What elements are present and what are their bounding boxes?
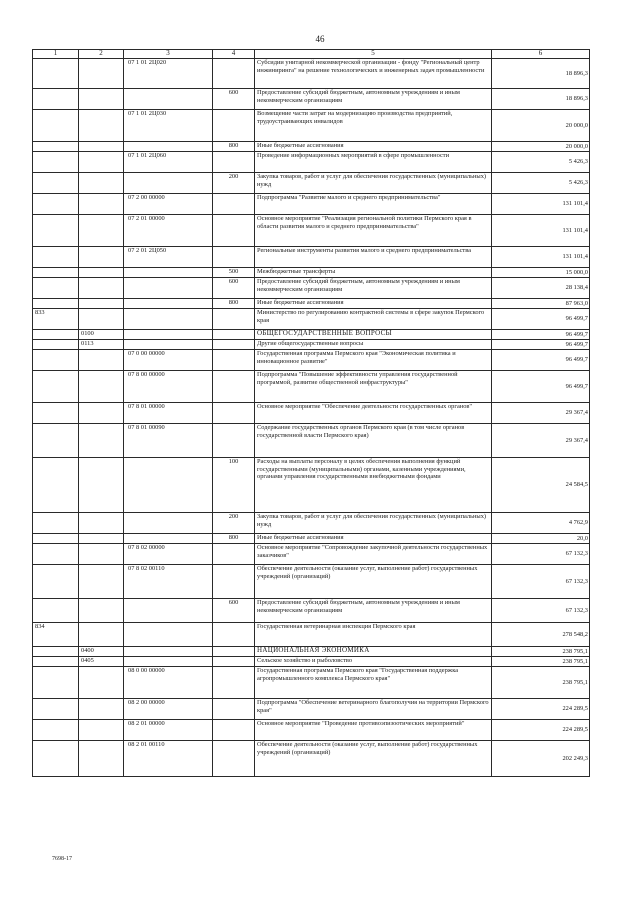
amount-cell: 5 426,3 [492,173,590,194]
code-expense-cell [213,194,255,215]
table-row [33,152,590,173]
code-section-cell: 0100 [79,330,124,340]
table-row [33,299,590,309]
code-section-cell [79,667,124,699]
code-admin-cell [33,424,79,458]
code-target-cell: 08 0 00 00000 [124,667,213,699]
code-admin-cell [33,152,79,173]
code-section-cell [79,247,124,268]
code-admin-cell [33,110,79,142]
code-section-cell [79,59,124,89]
code-expense-cell: 200 [213,173,255,194]
code-target-cell [124,599,213,623]
table-row [33,268,590,278]
code-expense-cell [213,330,255,340]
code-expense-cell [213,403,255,424]
table-row [33,194,590,215]
table-row [33,110,590,142]
code-section-cell [79,371,124,403]
amount-cell: 278 548,2 [492,623,590,647]
table-row [33,623,590,647]
code-admin-cell [33,458,79,513]
code-expense-cell [213,247,255,268]
amount-cell: 29 367,4 [492,424,590,458]
code-target-cell [124,513,213,534]
code-section-cell [79,89,124,110]
code-target-cell: 07 8 01 00000 [124,403,213,424]
code-section-cell [79,513,124,534]
table-row [33,330,590,340]
code-expense-cell: 600 [213,89,255,110]
page-number: 46 [315,34,325,44]
code-expense-cell [213,657,255,667]
code-expense-cell: 800 [213,534,255,544]
table-row [33,544,590,565]
code-expense-cell: 800 [213,142,255,152]
description-cell: Сельское хозяйство и рыболовство [255,657,492,667]
code-section-cell [79,544,124,565]
description-cell: Основное мероприятие "Проведение противоэпизоотических мероприятий" [255,720,492,741]
description-cell: Государственная программа Пермского края "Государственная поддержка агропромышленного комплекса Пермского края" [255,667,492,699]
code-target-cell [124,330,213,340]
table-row [33,173,590,194]
code-section-cell [79,299,124,309]
table-row [33,247,590,268]
code-admin-cell: 833 [33,309,79,330]
description-cell: Основное мероприятие "Реализация региональной политики Пермского края в области развития малого и среднего предпринимательства" [255,215,492,247]
code-target-cell: 07 2 01 2Ц050 [124,247,213,268]
table-row [33,309,590,330]
header-row [33,50,590,59]
code-target-cell [124,458,213,513]
code-expense-cell [213,309,255,330]
description-cell: Иные бюджетные ассигнования [255,534,492,544]
code-expense-cell [213,424,255,458]
code-section-cell [79,623,124,647]
code-admin-cell [33,59,79,89]
code-admin-cell: 834 [33,623,79,647]
amount-cell: 131 101,4 [492,215,590,247]
code-expense-cell [213,59,255,89]
description-cell: Проведение информационных мероприятий в сфере промышленности [255,152,492,173]
code-target-cell [124,173,213,194]
code-expense-cell [213,720,255,741]
code-expense-cell [213,565,255,599]
table-row [33,403,590,424]
header-cell: 2 [79,50,124,59]
code-section-cell [79,152,124,173]
code-expense-cell [213,152,255,173]
code-section-cell [79,720,124,741]
code-expense-cell [213,371,255,403]
amount-cell: 96 499,7 [492,350,590,371]
amount-cell: 20 000,0 [492,142,590,152]
code-expense-cell [213,340,255,350]
description-cell: НАЦИОНАЛЬНАЯ ЭКОНОМИКА [255,647,492,657]
description-cell: Другие общегосударственные вопросы [255,340,492,350]
description-cell: Иные бюджетные ассигнования [255,299,492,309]
table-row [33,513,590,534]
code-target-cell [124,142,213,152]
amount-cell: 24 584,5 [492,458,590,513]
code-target-cell [124,623,213,647]
amount-cell: 96 499,7 [492,371,590,403]
code-expense-cell: 100 [213,458,255,513]
amount-cell: 28 138,4 [492,278,590,299]
code-target-cell: 07 8 02 00110 [124,565,213,599]
code-target-cell [124,278,213,299]
table-row [33,89,590,110]
description-cell: Обеспечение деятельности (оказание услуг, выполнение работ) государственных учреждений (организаций) [255,565,492,599]
code-expense-cell: 600 [213,278,255,299]
code-section-cell: 0113 [79,340,124,350]
code-admin-cell [33,371,79,403]
table-row [33,741,590,777]
code-admin-cell [33,657,79,667]
description-cell: Основное мероприятие "Сопровождение закупочной деятельности государственных заказчиков" [255,544,492,565]
code-target-cell [124,89,213,110]
code-expense-cell [213,647,255,657]
description-cell: ОБЩЕГОСУДАРСТВЕННЫЕ ВОПРОСЫ [255,330,492,340]
table-row [33,647,590,657]
description-cell: Подпрограмма "Повышение эффективности управления государственной программой, развитие общественной инфраструктуры" [255,371,492,403]
code-target-cell: 07 0 00 00000 [124,350,213,371]
amount-cell: 224 289,5 [492,699,590,720]
description-cell: Основное мероприятие "Обеспечение деятельности государственных органов" [255,403,492,424]
table-row [33,340,590,350]
header-cell: 1 [33,50,79,59]
table-row [33,458,590,513]
description-cell: Государственная программа Пермского края "Экономическая политика и инновационное развитие" [255,350,492,371]
description-cell: Расходы на выплаты персоналу в целях обеспечения выполнения функций государственными (муниципальными) органами, казенными учреждениями, органами управления государственными внебюджетными фондами [255,458,492,513]
code-target-cell: 07 8 01 00090 [124,424,213,458]
code-section-cell: 0405 [79,657,124,667]
table-row [33,215,590,247]
footer-code: 7698-17 [52,856,72,862]
code-expense-cell [213,741,255,777]
code-section-cell [79,599,124,623]
code-section-cell [79,350,124,371]
table-row [33,657,590,667]
code-admin-cell [33,599,79,623]
table-row [33,534,590,544]
code-expense-cell [213,623,255,647]
code-target-cell: 08 2 00 00000 [124,699,213,720]
code-target-cell: 07 8 00 00000 [124,371,213,403]
code-expense-cell: 500 [213,268,255,278]
code-admin-cell [33,268,79,278]
header-cell: 4 [213,50,255,59]
amount-cell: 96 499,7 [492,340,590,350]
amount-cell: 18 896,3 [492,89,590,110]
code-admin-cell [33,299,79,309]
table-row [33,142,590,152]
table-row [33,350,590,371]
amount-cell: 87 963,0 [492,299,590,309]
code-section-cell [79,142,124,152]
amount-cell: 131 101,4 [492,247,590,268]
amount-cell: 20,0 [492,534,590,544]
description-cell: Закупка товаров, работ и услуг для обеспечения государственных (муниципальных) нужд [255,173,492,194]
amount-cell: 67 132,3 [492,565,590,599]
header-cell: 3 [124,50,213,59]
table-row [33,699,590,720]
code-expense-cell [213,667,255,699]
code-section-cell [79,565,124,599]
description-cell: Министерство по регулированию контрактной системы в сфере закупок Пермского края [255,309,492,330]
table-row [33,565,590,599]
description-cell: Государственная ветеринарная инспекция Пермского края [255,623,492,647]
code-admin-cell [33,89,79,110]
code-admin-cell [33,699,79,720]
amount-cell: 238 795,1 [492,657,590,667]
amount-cell: 224 289,5 [492,720,590,741]
description-cell: Субсидии унитарной некоммерческой организации - фонду "Региональный центр инжиниринга" на решение технологических и инженерных задач промышленности [255,59,492,89]
code-admin-cell [33,194,79,215]
code-expense-cell [213,350,255,371]
code-target-cell: 07 1 01 2Ц020 [124,59,213,89]
amount-cell: 67 132,3 [492,599,590,623]
amount-cell: 5 426,3 [492,152,590,173]
code-target-cell: 08 2 01 00110 [124,741,213,777]
code-expense-cell [213,544,255,565]
code-target-cell [124,534,213,544]
amount-cell: 96 499,7 [492,309,590,330]
budget-table [32,49,590,777]
code-section-cell [79,424,124,458]
code-admin-cell [33,350,79,371]
table-body [33,50,590,777]
amount-cell: 238 795,1 [492,667,590,699]
table-row [33,667,590,699]
code-section-cell [79,278,124,299]
amount-cell: 238 795,1 [492,647,590,657]
code-target-cell: 07 8 02 00000 [124,544,213,565]
code-admin-cell [33,647,79,657]
code-expense-cell: 800 [213,299,255,309]
code-section-cell [79,403,124,424]
code-target-cell: 07 2 01 00000 [124,215,213,247]
code-section-cell [79,268,124,278]
table-row [33,424,590,458]
code-admin-cell [33,215,79,247]
description-cell: Закупка товаров, работ и услуг для обеспечения государственных (муниципальных) нужд [255,513,492,534]
code-section-cell [79,309,124,330]
code-admin-cell [33,247,79,268]
table-row [33,278,590,299]
table-row [33,59,590,89]
table-row [33,371,590,403]
code-section-cell [79,173,124,194]
code-admin-cell [33,720,79,741]
description-cell: Предоставление субсидий бюджетным, автономным учреждениям и иным некоммерческим организациям [255,89,492,110]
code-admin-cell [33,741,79,777]
code-expense-cell: 600 [213,599,255,623]
code-section-cell [79,110,124,142]
code-expense-cell: 200 [213,513,255,534]
code-target-cell [124,309,213,330]
description-cell: Обеспечение деятельности (оказание услуг, выполнение работ) государственных учреждений (организаций) [255,741,492,777]
code-section-cell: 0400 [79,647,124,657]
code-admin-cell [33,544,79,565]
code-section-cell [79,215,124,247]
code-section-cell [79,194,124,215]
code-admin-cell [33,340,79,350]
code-admin-cell [33,330,79,340]
amount-cell: 29 367,4 [492,403,590,424]
description-cell: Возмещение части затрат на модернизацию производства предприятий, трудоустраивающих инвалидов [255,110,492,142]
code-expense-cell [213,699,255,720]
code-target-cell [124,268,213,278]
code-section-cell [79,741,124,777]
code-admin-cell [33,278,79,299]
description-cell: Предоставление субсидий бюджетным, автономным учреждениям и иным некоммерческим организациям [255,278,492,299]
code-admin-cell [33,534,79,544]
code-target-cell: 07 2 00 00000 [124,194,213,215]
code-admin-cell [33,565,79,599]
code-admin-cell [33,173,79,194]
amount-cell: 202 249,3 [492,741,590,777]
description-cell: Межбюджетные трансферты [255,268,492,278]
table-row [33,720,590,741]
amount-cell: 67 132,3 [492,544,590,565]
description-cell: Подпрограмма "Обеспечение ветеринарного благополучия на территории Пермского края" [255,699,492,720]
description-cell: Региональные инструменты развития малого и среднего предпринимательства [255,247,492,268]
code-target-cell [124,299,213,309]
code-section-cell [79,458,124,513]
table-row [33,599,590,623]
code-target-cell: 07 1 01 2Ц030 [124,110,213,142]
amount-cell: 15 000,0 [492,268,590,278]
header-cell: 5 [255,50,492,59]
code-target-cell: 08 2 01 00000 [124,720,213,741]
code-admin-cell [33,667,79,699]
code-section-cell [79,534,124,544]
code-target-cell [124,657,213,667]
code-target-cell [124,647,213,657]
code-target-cell: 07 1 01 2Ц060 [124,152,213,173]
amount-cell: 131 101,4 [492,194,590,215]
code-admin-cell [33,403,79,424]
code-admin-cell [33,513,79,534]
amount-cell: 4 762,9 [492,513,590,534]
description-cell: Иные бюджетные ассигнования [255,142,492,152]
code-section-cell [79,699,124,720]
description-cell: Содержание государственных органов Пермского края (в том числе органов государственной власти Пермского края) [255,424,492,458]
description-cell: Подпрограмма "Развитие малого и среднего предпринимательства" [255,194,492,215]
code-target-cell [124,340,213,350]
code-admin-cell [33,142,79,152]
amount-cell: 20 000,0 [492,110,590,142]
amount-cell: 18 896,3 [492,59,590,89]
code-expense-cell [213,215,255,247]
amount-cell: 96 499,7 [492,330,590,340]
header-cell: 6 [492,50,590,59]
description-cell: Предоставление субсидий бюджетным, автономным учреждениям и иным некоммерческим организациям [255,599,492,623]
code-expense-cell [213,110,255,142]
